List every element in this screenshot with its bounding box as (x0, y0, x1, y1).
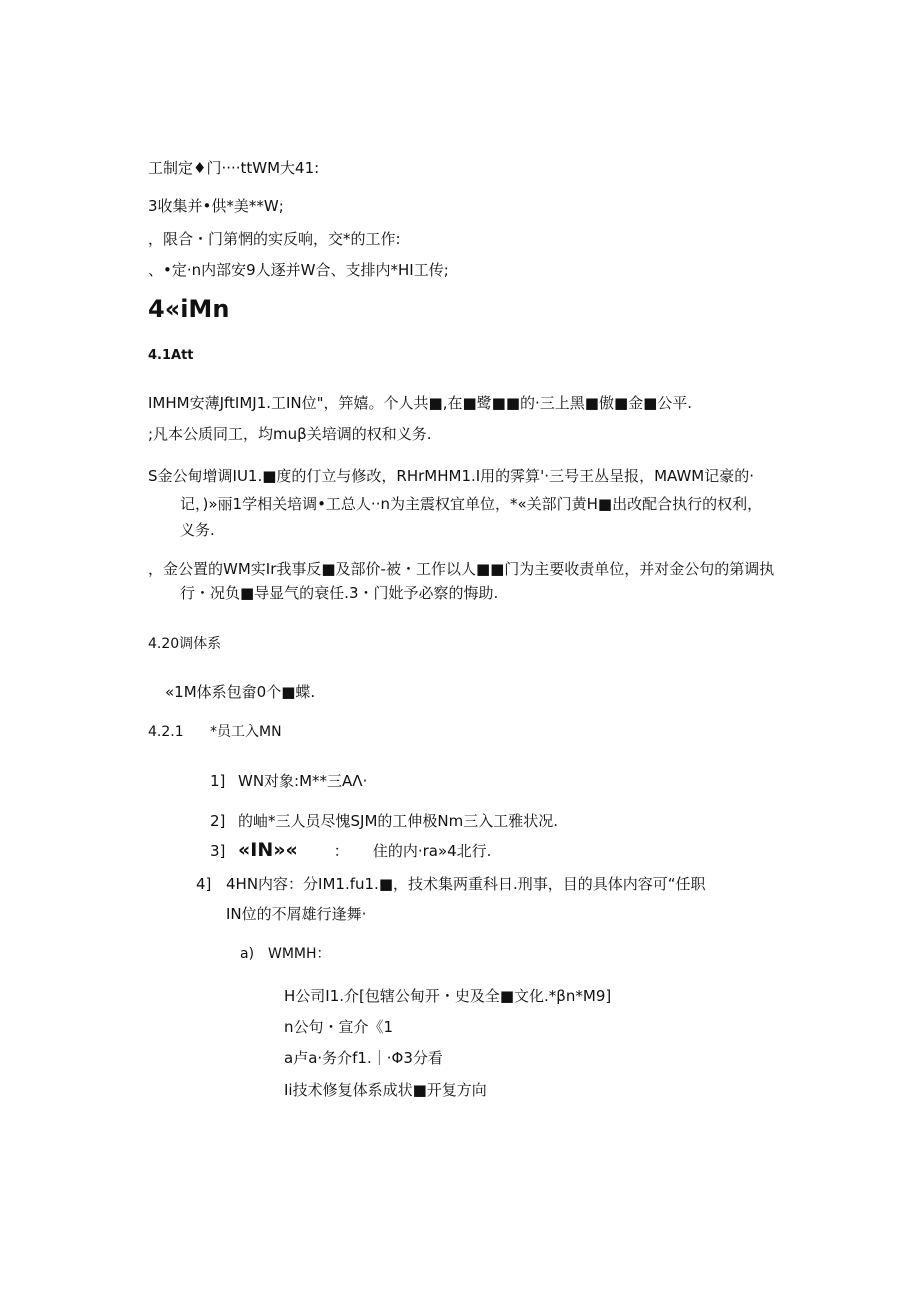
section-4-heading: 4«iMn (148, 295, 230, 323)
section-4-1-paragraph-2: ;凡本公质同工，均muβ关培调的权和义务. (148, 425, 432, 443)
sub-item-a (240, 944, 331, 964)
list-item-2 (210, 811, 558, 831)
intro-line-1: 工制定♦门····ttWM大41: (148, 159, 320, 177)
list-item-3-number: 3] (210, 842, 226, 860)
section-4-2-1-heading (148, 722, 282, 742)
list-item-1 (210, 771, 367, 791)
list-item-1-number: 1] (210, 772, 226, 790)
sub-item-a-number: a) (240, 946, 255, 962)
section-4-2-intro: «1M体系包畲0个■蝶. (165, 683, 316, 701)
section-4-2-1-title: *员工入MN (210, 724, 282, 740)
list-item-2-number: 2] (210, 812, 226, 830)
intro-line-4: 、•定·n内部安9人逐并W合、支排内*HI工传; (148, 261, 449, 279)
section-4-2-heading: 4.20调体系 (148, 636, 222, 652)
intro-line-2: 3收集并•供*美**W; (148, 197, 284, 215)
list-item-4 (196, 874, 706, 894)
section-4-1-paragraph-3-line-2: 记，)»丽1学相关培调•工总人··n为主震权宜单位，*«关部门黄H■出改配合执行的权利， (180, 495, 763, 513)
list-item-3-separator: ： (333, 842, 349, 860)
section-4-1-paragraph-1: IMHM安薄JftIMJ1.工IN位"，笄嬉。个人共■,在■鹭■■的·三上黑■傲■金■公平. (148, 394, 693, 412)
section-4-1-paragraph-3-line-3: 义务. (180, 521, 215, 539)
section-4-1-paragraph-4-line-2: 行・况负■导显气的衰任.3・门妣予必察的悔助. (180, 584, 499, 602)
sub-item-a-entry-1: H公司I1.介[包辖公甸开・史及全■文化.*βn*M9] (284, 987, 612, 1005)
sub-item-a-entry-2: n公句・宣介《1 (284, 1018, 394, 1036)
list-item-2-text: 的岫*三人员尽愧SJM的工伸极Nm三入工雅状况. (238, 812, 558, 830)
list-item-3-label: «IN»« (238, 839, 298, 861)
section-4-1-paragraph-3-line-1: S金公甸增调IU1.■度的仃立与修改，RHrMHM1.I用的霁算'·三号王丛呈报，MAWM记豪的· (148, 467, 754, 485)
list-item-1-text: WN对象:M**三AΛ· (238, 772, 368, 790)
list-item-4-line-2: IN位的不屑雄行逢舞· (226, 905, 367, 923)
list-item-4-line-1: 4HN内容：分IM1.fu1.■，技术集两重科日.刑事，目的具体内容可“任职 (226, 875, 706, 893)
list-item-3-text: 住的内·ra»4北行. (372, 842, 492, 860)
sub-item-a-entry-4: Ii技术修复体系成状■开复方向 (284, 1081, 487, 1099)
sub-item-a-title: WMMH： (268, 946, 331, 962)
list-item-3 (210, 840, 491, 861)
section-4-2-1-number: 4.2.1 (148, 724, 184, 740)
sub-item-a-entry-3: a卢a·务介f1.｜·Φ3分看 (284, 1049, 443, 1067)
section-4-1-paragraph-4-line-1: ，金公置的WM实Ir我事反■及部价-被・工作以人■■门为主要收责单位，并对金公句的第调执 (148, 560, 775, 578)
list-item-4-number: 4] (196, 875, 212, 893)
section-4-1-heading: 4.1Att (148, 348, 194, 363)
intro-line-3: ，限合・门第惘的实反响，交*的工作: (148, 230, 401, 248)
